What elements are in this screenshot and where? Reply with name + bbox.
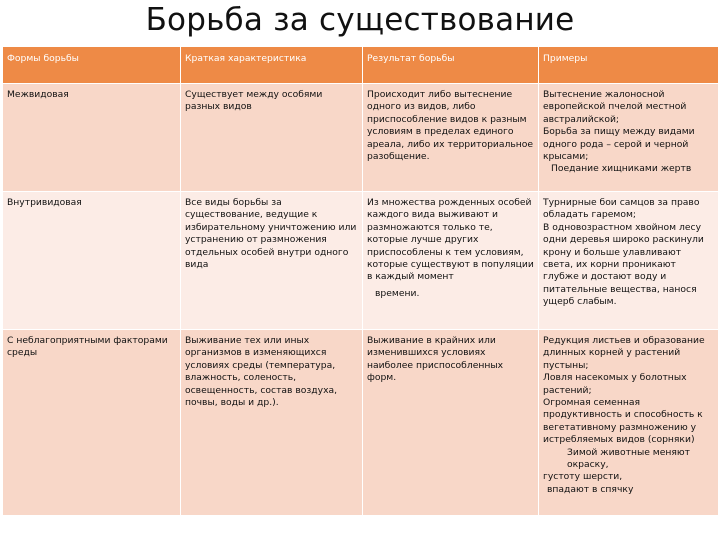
example-line: Турнирные бои самцов за право обладать гаремом; — [543, 197, 703, 221]
header-characteristic: Краткая характеристика — [181, 47, 363, 84]
cell-form: С неблагоприятными факторами среды — [3, 330, 181, 516]
cell-result: Выживание в крайних или изменившихся условиях наиболее приспособленных форм. — [363, 330, 539, 516]
table-row — [3, 84, 719, 192]
header-examples: Примеры — [539, 47, 719, 84]
example-line: Огромная семенная продуктивность и способность к вегетативному размножению у истребляемых видов (сорняки) — [543, 397, 706, 446]
header-result: Результат борьбы — [363, 47, 539, 84]
cell-result: Происходит либо вытеснение одного из видов, либо приспособление видов к разным условиям в пределах единого ареала, либо их территориальное разобщение. — [363, 84, 539, 192]
slide-title: Борьба за существование — [145, 2, 575, 38]
example-line: Ловля насекомых у болотных растений; — [543, 372, 690, 396]
table-row — [3, 192, 719, 330]
result-text-tail: времени. — [375, 287, 420, 299]
result-text: Из множества рожденных особей каждого вида выживают и размножаются только те, которые лучше других приспособлены к тем условиям, которые существуют в популяции в каждый момент — [367, 197, 537, 283]
table-header-row — [3, 47, 719, 84]
table-row — [3, 330, 719, 516]
header-forms: Формы борьбы — [3, 47, 181, 84]
cell-form: Внутривидовая — [3, 192, 181, 330]
struggle-table — [2, 46, 719, 516]
example-line: Вытеснение жалоносной европейской пчелой местной австралийской; — [543, 89, 690, 125]
example-line: густоту шерсти, — [543, 471, 623, 483]
cell-examples — [539, 84, 719, 192]
example-line: Зимой животные меняют окраску, — [567, 446, 693, 471]
example-line: Борьба за пищу между видами одного рода – серой и черной крысами; — [543, 126, 698, 163]
example-line: впадают в спячку — [547, 483, 634, 495]
example-line: В одновозрастном хвойном лесу одни деревья широко раскинули крону и больше улавливают света, их корни проникают глубже и достают воду и питательные вещества, нанося ущерб слабым. — [543, 221, 707, 308]
cell-characteristic: Все виды борьбы за существование, ведущие к избирательному уничтожению или устранению от размножения отдельных особей внутри одного вида — [181, 192, 363, 330]
cell-examples — [539, 330, 719, 516]
cell-characteristic: Существует между особями разных видов — [181, 84, 363, 192]
example-line: Редукция листьев и образование длинных корней у растений пустыны; — [543, 335, 708, 371]
cell-examples — [539, 192, 719, 330]
cell-characteristic: Выживание тех или иных организмов в изменяющихся условиях среды (температура, влажность, соленость, освещенность, состав воздуха, почвы, воды и др.). — [181, 330, 363, 516]
example-line: Поедание хищниками жертв — [551, 163, 692, 175]
cell-form: Межвидовая — [3, 84, 181, 192]
cell-result — [363, 192, 539, 330]
